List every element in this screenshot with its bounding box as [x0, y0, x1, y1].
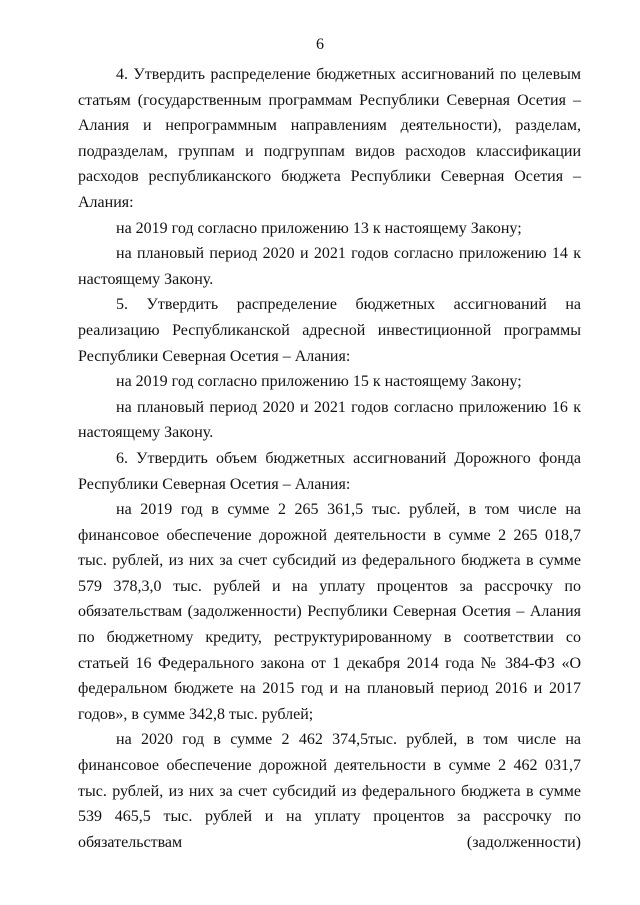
paragraph-2019-appendix-13: на 2019 год согласно приложению 13 к настоящему Закону; [116, 219, 522, 237]
paragraph-2019-appendix-15: на 2019 год согласно приложению 15 к настоящему Закону; [116, 373, 522, 391]
paragraph-planning-appendix-16: на плановый период 2020 и 2021 годов согласно приложению 16 к настоящему Закону. [78, 398, 581, 442]
paragraph-article-6: 6. Утвердить объем бюджетных ассигнований Дорожного фонда Республики Северная Осетия – Алания: [78, 449, 581, 493]
paragraph-planning-appendix-14: на плановый период 2020 и 2021 годов согласно приложению 14 к настоящему Закону. [78, 245, 581, 288]
paragraph-road-fund-2019: на 2019 год в сумме 2 265 361,5 тыс. рублей, в том числе на финансовое обеспечение дорожной деятельности в сумме 2 265 018,7 тыс. рублей, из них за счет субсидий из федерального бюджета в сумме 579 378,3,0 тыс. рублей и на уплату процентов за рассрочку по обязательствам (задолженности) Республики Северная Осетия – Алания по бюджетному кредиту, реструктурированному в соответствии со статьей 16 Федерального закона от 1 декабря 2014 года № 384-ФЗ «О федеральном бюджете на 2015 год и на плановый период 2016 и 2017 годов», в сумме 342,8 тыс. рублей; [78, 501, 581, 723]
paragraph-article-5: 5. Утвердить распределение бюджетных ассигнований на реализацию Республиканской адресной инвестиционной программы Республики Северная Осетия – Алания: [78, 296, 581, 365]
page-number: 6 [316, 36, 324, 53]
paragraph-article-4: 4. Утвердить распределение бюджетных ассигнований по целевым статьям (государственным программам Республики Северная Осетия – Алания и непрограммным направлениям деятельности), разделам, подразделам, группам и подгруппам видов расходов классификации расходов республиканского бюджета Республики Северная Осетия – Алания: [78, 66, 581, 211]
paragraph-road-fund-2020: на 2020 год в сумме 2 462 374,5тыс. рублей, в том числе на финансовое обеспечение дорожной деятельности в сумме 2 462 031,7 тыс. рублей, из них за счет субсидий из федерального бюджета в сумме 539 465,5 тыс. рублей и на уплату процентов за рассрочку по обязательствам (задолженности) [78, 731, 581, 851]
document-body [78, 62, 581, 855]
